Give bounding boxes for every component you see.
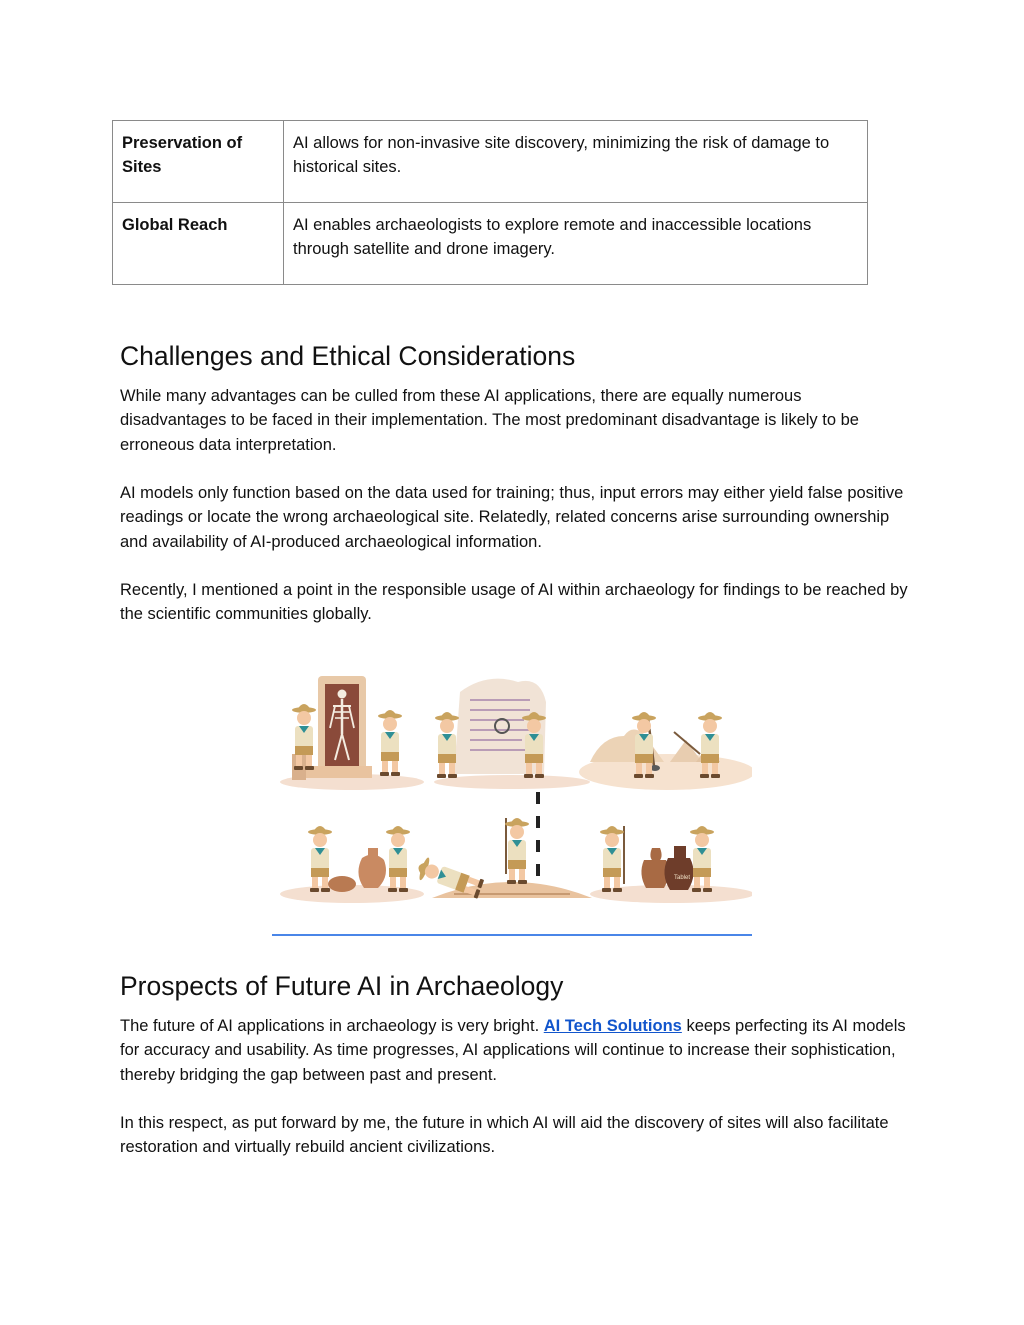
table-row-text: AI allows for non-invasive site discovery, minimizing the risk of damage to historical sites.: [284, 121, 868, 203]
prospects-paragraph-1-rest: keeps perfecting its AI models for accuracy and usability. As time progresses, AI applications will continue to increase their sophistication, thereby bridging the gap between past and present.: [120, 1017, 906, 1084]
prospects-heading: Prospects of Future AI in Archaeology: [120, 971, 564, 1001]
challenges-heading: Challenges and Ethical Considerations: [120, 341, 576, 371]
prospects-paragraph-1: [120, 1014, 910, 1087]
prospects-paragraph-2: In this respect, as put forward by me, the future in which AI will aid the discovery of sites will also facilitate restoration and virtually rebuild ancient civilizations.: [120, 1114, 889, 1157]
table-row: [113, 203, 868, 285]
benefits-table: [112, 120, 868, 285]
table-row-label: Preservation of Sites: [113, 121, 284, 203]
table-row: [113, 121, 868, 203]
table-row-text: AI enables archaeologists to explore remote and inaccessible locations through satellite and drone imagery.: [284, 203, 868, 285]
archaeologists-illustration-graphic: [272, 662, 752, 932]
ai-tech-solutions-link[interactable]: AI Tech Solutions: [543, 1017, 682, 1035]
challenges-paragraph-2: AI models only function based on the data used for training; thus, input errors may either yield false positive readings or locate the wrong archaeological site. Relatedly, related concerns arise surrounding ownership and availability of AI-produced archaeological information.: [120, 484, 904, 551]
vase-label: Tablet: [673, 875, 691, 881]
table-row-label: Global Reach: [113, 203, 284, 285]
challenges-paragraph-1: While many advantages can be culled from these AI applications, there are equally numerous disadvantages to be faced in their implementation. The most predominant disadvantage is likely to be erroneous data interpretation.: [120, 387, 859, 454]
challenges-paragraph-3: Recently, I mentioned a point in the responsible usage of AI within archaeology for findings to be reached by the scientific communities globally.: [120, 581, 908, 624]
prospects-paragraph-1-lead: The future of AI applications in archaeology is very bright.: [120, 1017, 544, 1035]
archaeologists-illustration: [272, 662, 752, 936]
